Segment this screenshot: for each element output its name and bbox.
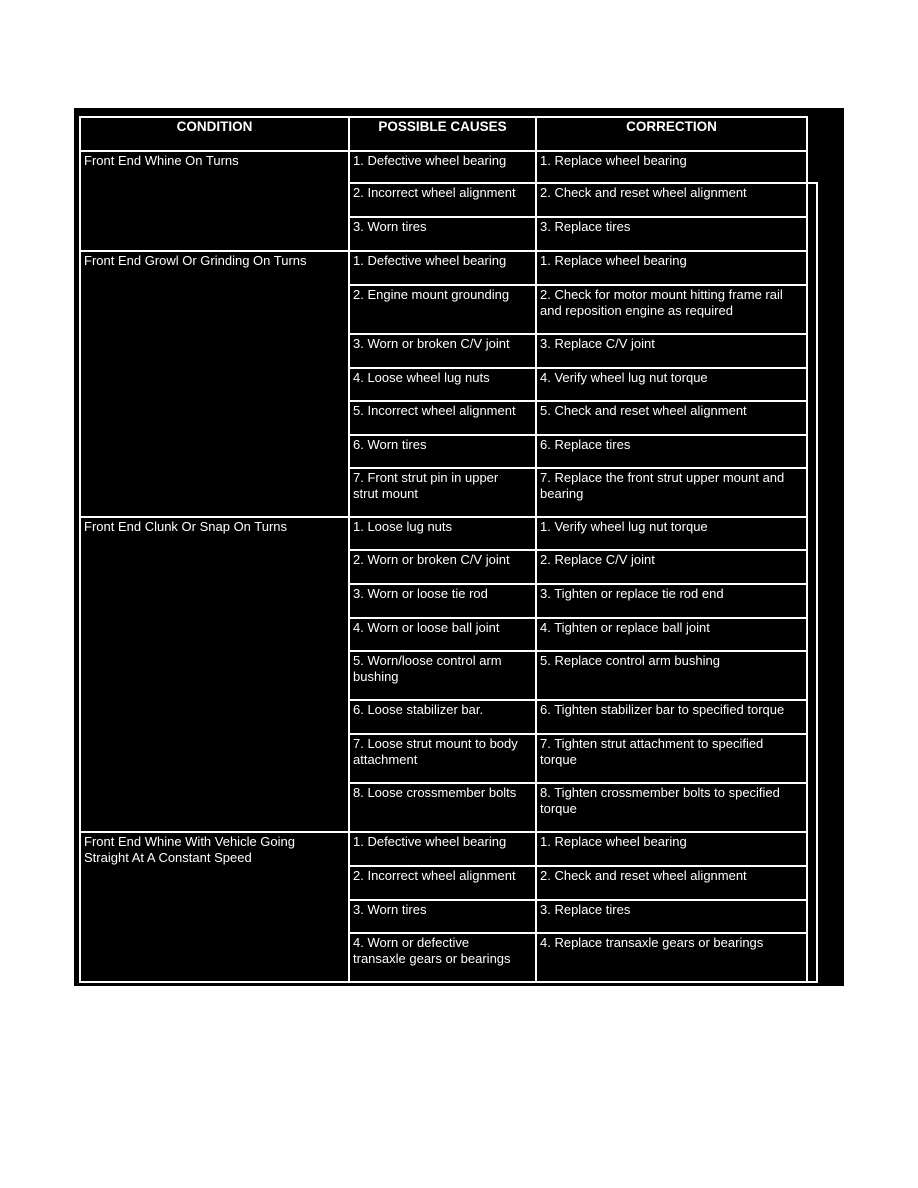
cause-cell: 1. Loose lug nuts: [353, 519, 453, 534]
correction-cell: 4. Tighten or replace ball joint: [540, 620, 710, 635]
correction-cell: 7. Tighten strut attachment to specified torque: [540, 736, 764, 767]
cause-cell: 5. Incorrect wheel alignment: [353, 403, 516, 418]
correction-cell: 6. Tighten stabilizer bar to specified torque: [540, 702, 785, 717]
group-separator: [79, 981, 808, 983]
cause-cell: 7. Front strut pin in upper strut mount: [353, 470, 499, 501]
group-separator: [79, 516, 808, 518]
row-separator: [348, 733, 808, 735]
cause-cell: 2. Worn or broken C/V joint: [353, 552, 510, 567]
correction-cell: 3. Replace tires: [540, 902, 631, 917]
row-separator: [348, 899, 808, 901]
correction-cell: 4. Replace transaxle gears or bearings: [540, 935, 764, 950]
cause-cell: 8. Loose crossmember bolts: [353, 785, 517, 800]
correction-cell: 3. Replace C/V joint: [540, 336, 655, 351]
row-separator: [348, 182, 808, 184]
row-separator: [348, 932, 808, 934]
cause-cell: 3. Worn or broken C/V joint: [353, 336, 510, 351]
cause-cell: 4. Loose wheel lug nuts: [353, 370, 490, 385]
correction-cell: 3. Tighten or replace tie rod end: [540, 586, 724, 601]
column-header-correction: CORRECTION: [626, 119, 717, 134]
correction-cell: 5. Replace control arm bushing: [540, 653, 720, 668]
cause-cell: 7. Loose strut mount to body attachment: [353, 736, 518, 767]
row-separator: [348, 467, 808, 469]
row-separator: [348, 333, 808, 335]
correction-cell: 1. Replace wheel bearing: [540, 153, 687, 168]
condition-cell: Front End Clunk Or Snap On Turns: [84, 519, 288, 534]
cause-cell: 1. Defective wheel bearing: [353, 834, 507, 849]
group-separator: [79, 831, 808, 833]
row-separator: [348, 617, 808, 619]
cause-cell: 3. Worn tires: [353, 902, 427, 917]
header-top-border: [79, 116, 808, 118]
cause-cell: 4. Worn or loose ball joint: [353, 620, 500, 635]
cause-cell: 3. Worn tires: [353, 219, 427, 234]
correction-cell: 2. Check and reset wheel alignment: [540, 868, 747, 883]
row-separator: [348, 782, 808, 784]
condition-cell: Front End Growl Or Grinding On Turns: [84, 253, 307, 268]
correction-cell: 8. Tighten crossmember bolts to specified torque: [540, 785, 780, 816]
row-separator: [348, 216, 808, 218]
header-column-divider: [806, 116, 808, 150]
cause-cell: 4. Worn or defective transaxle gears or bearings: [353, 935, 511, 966]
column-divider-causes: [348, 150, 350, 983]
correction-cell: 2. Replace C/V joint: [540, 552, 655, 567]
header-bottom-border: [79, 150, 808, 152]
row-separator: [348, 284, 808, 286]
correction-cell: 4. Verify wheel lug nut torque: [540, 370, 708, 385]
cause-cell: 2. Incorrect wheel alignment: [353, 185, 516, 200]
row-separator: [348, 865, 808, 867]
row-separator: [348, 400, 808, 402]
cause-cell: 6. Worn tires: [353, 437, 427, 452]
correction-cell: 2. Check for motor mount hitting frame rail and reposition engine as required: [540, 287, 783, 318]
correction-cell: 1. Replace wheel bearing: [540, 834, 687, 849]
correction-cell: 5. Check and reset wheel alignment: [540, 403, 747, 418]
cause-cell: 1. Defective wheel bearing: [353, 253, 507, 268]
cause-cell: 1. Defective wheel bearing: [353, 153, 507, 168]
table-left-border: [79, 150, 81, 983]
cause-cell: 5. Worn/loose control arm bushing: [353, 653, 502, 684]
row-separator: [348, 699, 808, 701]
correction-cell: 2. Check and reset wheel alignment: [540, 185, 747, 200]
column-header-condition: CONDITION: [176, 119, 253, 134]
correction-cell: 1. Replace wheel bearing: [540, 253, 687, 268]
cause-cell: 3. Worn or loose tie rod: [353, 586, 488, 601]
condition-cell: Front End Whine On Turns: [84, 153, 239, 168]
table-right-border: [806, 150, 808, 983]
correction-cell: 6. Replace tires: [540, 437, 631, 452]
group-separator: [79, 250, 808, 252]
cause-cell: 2. Incorrect wheel alignment: [353, 868, 516, 883]
row-separator: [348, 434, 808, 436]
row-separator: [348, 583, 808, 585]
row-separator: [348, 367, 808, 369]
column-header-possible-causes: POSSIBLE CAUSES: [378, 119, 507, 134]
condition-cell: Front End Whine With Vehicle Going Straight At A Constant Speed: [84, 834, 295, 865]
correction-cell: 3. Replace tires: [540, 219, 631, 234]
cause-cell: 2. Engine mount grounding: [353, 287, 510, 302]
correction-cell: 7. Replace the front strut upper mount and bearing: [540, 470, 785, 501]
row-separator: [348, 650, 808, 652]
correction-cell: 1. Verify wheel lug nut torque: [540, 519, 708, 534]
cause-cell: 6. Loose stabilizer bar.: [353, 702, 484, 717]
column-divider-correction: [535, 150, 537, 983]
row-separator: [348, 549, 808, 551]
